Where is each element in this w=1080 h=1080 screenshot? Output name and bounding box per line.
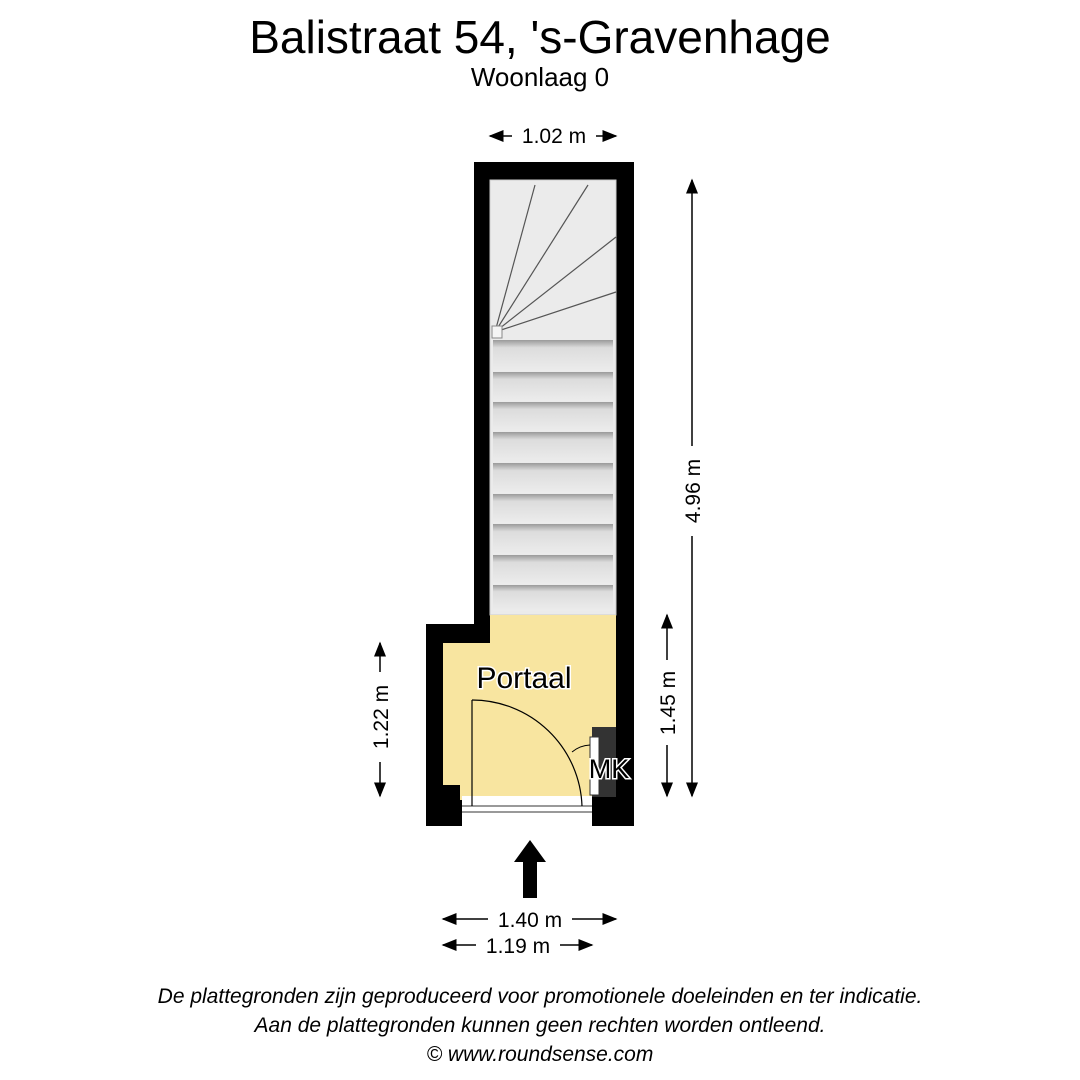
stair-step <box>493 402 613 431</box>
dim-right-portal: 1.45 m <box>657 670 680 736</box>
stair-step <box>493 494 613 523</box>
floor-level: Woonlaag 0 <box>470 62 610 92</box>
plan-title: Balistraat 54, 's-Gravenhage <box>249 11 831 63</box>
stair-step <box>493 340 613 371</box>
stair-step <box>493 372 613 401</box>
disclaimer-line-1: De plattegronden zijn geproduceerd voor promotionele doeleinden en ter indicatie. <box>157 985 923 1008</box>
copyright[interactable]: © www.roundsense.com <box>426 1043 654 1066</box>
dim-bottom-inner: 1.19 m <box>485 935 551 958</box>
entrance-arrow-icon <box>514 840 546 898</box>
disclaimer-line-2: Aan de plattegronden kunnen geen rechten worden ontleend. <box>254 1014 826 1037</box>
stair-step <box>493 585 613 611</box>
room-label-mk: MK <box>588 754 630 784</box>
dim-bottom-outer: 1.40 m <box>497 909 563 932</box>
dim-top-width: 1.02 m <box>521 125 587 148</box>
stair-step <box>493 463 613 493</box>
dim-left-height: 1.22 m <box>370 684 393 750</box>
room-label-portaal: Portaal <box>476 662 572 695</box>
stair-step <box>493 555 613 584</box>
dim-right-total: 4.96 m <box>682 458 705 524</box>
stair-step <box>493 524 613 554</box>
stair-step <box>493 432 613 462</box>
staircase <box>490 180 616 615</box>
